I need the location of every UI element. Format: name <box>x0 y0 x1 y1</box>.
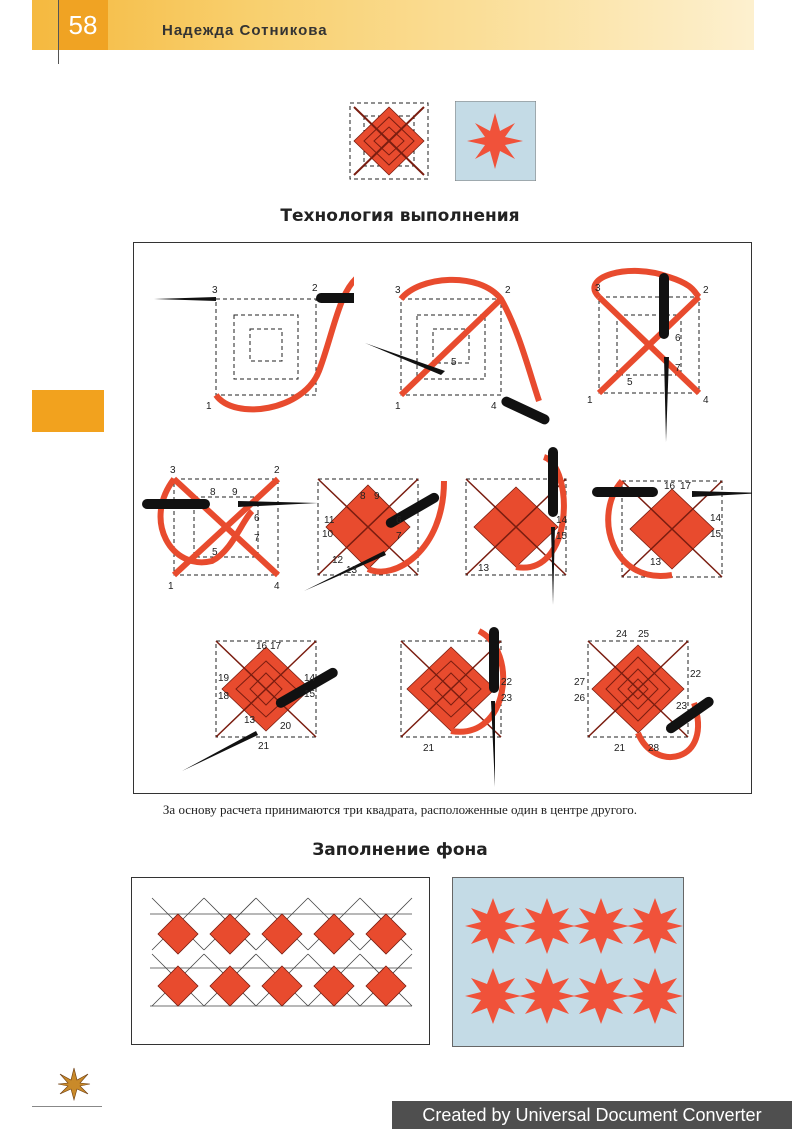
background-fabric-sample <box>452 877 684 1047</box>
svg-text:2: 2 <box>703 285 709 296</box>
svg-text:13: 13 <box>346 565 358 576</box>
footer-star-ornament-icon <box>56 1066 92 1102</box>
svg-text:4: 4 <box>274 581 280 592</box>
svg-text:6: 6 <box>396 515 402 526</box>
watermark-banner: Created by Universal Document Converter <box>392 1101 792 1129</box>
svg-text:4: 4 <box>703 395 709 406</box>
svg-text:13: 13 <box>244 715 256 726</box>
stitch-step-3 <box>569 267 749 447</box>
svg-text:13: 13 <box>650 557 662 568</box>
svg-text:12: 12 <box>332 555 344 566</box>
svg-text:20: 20 <box>280 721 292 732</box>
svg-text:1: 1 <box>395 401 401 412</box>
svg-text:28: 28 <box>648 743 660 754</box>
page-number: 58 <box>58 0 108 50</box>
svg-text:9: 9 <box>374 491 380 502</box>
svg-text:6: 6 <box>254 513 260 524</box>
section-title-background: Заполнение фона <box>312 840 488 860</box>
diagram-caption: За основу расчета принимаются три квадрата, расположенные один в центре другого. <box>162 802 638 817</box>
svg-text:5: 5 <box>212 547 218 558</box>
svg-text:14: 14 <box>304 673 316 684</box>
svg-text:15: 15 <box>710 529 722 540</box>
stitch-step-9 <box>389 621 529 791</box>
svg-text:8: 8 <box>210 487 216 498</box>
svg-text:21: 21 <box>258 741 270 752</box>
fabric-stitch-pattern <box>453 878 683 1046</box>
svg-text:23: 23 <box>501 693 513 704</box>
svg-text:3: 3 <box>395 285 401 296</box>
motif-schema-thumbnail <box>348 101 430 181</box>
svg-text:7: 7 <box>254 533 260 544</box>
side-accent-tab <box>32 390 104 432</box>
svg-text:8: 8 <box>360 491 366 502</box>
svg-text:22: 22 <box>690 669 702 680</box>
svg-text:27: 27 <box>574 677 586 688</box>
svg-text:22: 22 <box>501 677 513 688</box>
stitch-step-8 <box>178 635 348 775</box>
footer-rule <box>32 1106 102 1107</box>
svg-text:11: 11 <box>324 515 335 526</box>
svg-text:2: 2 <box>312 283 318 294</box>
svg-text:3: 3 <box>170 465 176 476</box>
author-name: Надежда Сотникова <box>162 22 328 39</box>
svg-text:21: 21 <box>614 743 626 754</box>
svg-text:5: 5 <box>451 357 457 368</box>
svg-text:7: 7 <box>675 363 681 374</box>
svg-text:24: 24 <box>616 629 628 640</box>
svg-text:14: 14 <box>556 515 568 526</box>
svg-text:19: 19 <box>218 673 230 684</box>
svg-text:18: 18 <box>218 691 230 702</box>
stitch-step-2 <box>359 271 559 431</box>
svg-text:13: 13 <box>478 563 490 574</box>
svg-text:17: 17 <box>680 481 692 492</box>
svg-text:25: 25 <box>638 629 650 640</box>
svg-text:2: 2 <box>274 465 280 476</box>
stitch-step-1 <box>154 271 354 421</box>
svg-text:1: 1 <box>206 401 212 412</box>
svg-text:15: 15 <box>304 689 316 700</box>
motif-fabric-thumbnail <box>455 101 536 181</box>
svg-text:3: 3 <box>212 285 218 296</box>
svg-text:21: 21 <box>423 743 435 754</box>
page-rule <box>58 0 59 64</box>
svg-text:26: 26 <box>574 693 586 704</box>
svg-text:10: 10 <box>322 529 334 540</box>
stitch-step-10 <box>574 623 724 773</box>
svg-text:16: 16 <box>256 641 268 652</box>
svg-text:6: 6 <box>675 333 681 344</box>
svg-text:3: 3 <box>595 283 601 294</box>
svg-text:1: 1 <box>587 395 593 406</box>
svg-text:9: 9 <box>232 487 238 498</box>
header-bar <box>32 0 754 50</box>
svg-text:14: 14 <box>710 513 722 524</box>
svg-text:2: 2 <box>505 285 511 296</box>
stitch-step-7 <box>592 475 752 595</box>
pattern-grid <box>132 878 429 1044</box>
svg-text:16: 16 <box>664 481 676 492</box>
svg-text:1: 1 <box>168 581 174 592</box>
svg-text:23: 23 <box>676 701 688 712</box>
stitch-step-5 <box>304 471 454 601</box>
svg-text:5: 5 <box>627 377 633 388</box>
section-title-technology: Технология выполнения <box>280 206 520 226</box>
svg-text:17: 17 <box>270 641 282 652</box>
stitch-diagram-frame <box>133 242 752 794</box>
background-pattern-schema <box>131 877 430 1045</box>
svg-text:15: 15 <box>556 531 568 542</box>
svg-text:4: 4 <box>491 401 497 412</box>
stitch-step-6 <box>454 447 604 607</box>
svg-text:7: 7 <box>396 531 402 542</box>
